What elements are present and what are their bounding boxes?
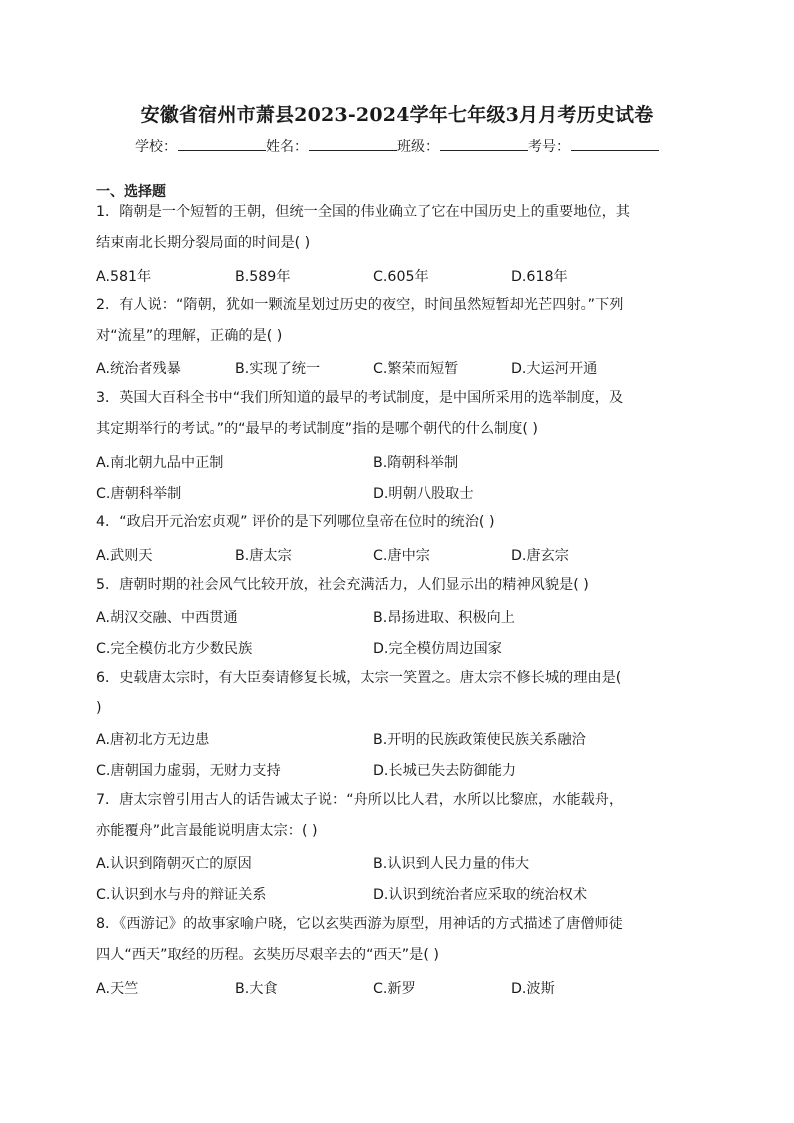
- class-field: [397, 136, 528, 156]
- option-d[interactable]: D.完全模仿周边国家: [373, 641, 502, 657]
- option-b[interactable]: B.隋朝科举制: [373, 455, 459, 471]
- question-3-line-1: 3．英国大百科全书中“我们所知道的最早的考试制度，是中国所采用的选举制度，及: [96, 390, 624, 406]
- question-6-line-2: ): [96, 700, 102, 716]
- exam-title: 安徽省宿州市萧县2023-2024学年七年级3月月考历史试卷: [140, 104, 654, 126]
- school-field: [135, 136, 266, 156]
- question-4-line-1: 4．“政启开元治宏贞观” 评价的是下列哪位皇帝在位时的统治( ): [96, 514, 495, 530]
- option-b[interactable]: B.唐太宗: [235, 548, 292, 564]
- question-3-options-row-1: [96, 452, 716, 474]
- option-c[interactable]: C.新罗: [373, 981, 416, 997]
- question-3-options-row-2: [96, 483, 716, 505]
- name-label: 姓名：: [266, 139, 308, 155]
- option-a[interactable]: A.统治者残暴: [96, 361, 181, 377]
- school-label: 学校：: [135, 139, 177, 155]
- option-c[interactable]: C.唐朝科举制: [96, 486, 182, 502]
- number-field: [528, 136, 659, 156]
- option-b[interactable]: B.开明的民族政策使民族关系融洽: [373, 732, 586, 748]
- option-a[interactable]: A.581年: [96, 269, 152, 285]
- option-b[interactable]: B.大食: [235, 981, 278, 997]
- option-b[interactable]: B.认识到人民力量的伟大: [373, 856, 530, 872]
- number-blank[interactable]: [571, 136, 659, 151]
- question-5-line-1: 5．唐朝时期的社会风气比较开放，社会充满活力，人们显示出的精神风貌是( ): [96, 577, 589, 593]
- student-info-row: [0, 136, 794, 156]
- question-1-options: [96, 266, 716, 288]
- question-7-options-row-1: [96, 853, 716, 875]
- question-2-options: [96, 358, 716, 380]
- question-1-line-1: 1．隋朝是一个短暂的王朝，但统一全国的伟业确立了它在中国历史上的重要地位，其: [96, 204, 630, 220]
- option-c[interactable]: C.繁荣而短暂: [373, 361, 459, 377]
- option-b[interactable]: B.589年: [235, 269, 291, 285]
- option-d[interactable]: D.认识到统治者应采取的统治权术: [373, 887, 588, 903]
- option-c[interactable]: C.605年: [373, 269, 429, 285]
- question-2-line-1: 2．有人说：“隋朝，犹如一颗流星划过历史的夜空，时间虽然短暂却光芒四射。”下列: [96, 297, 624, 313]
- name-blank[interactable]: [309, 136, 397, 151]
- option-d[interactable]: D.618年: [511, 269, 568, 285]
- option-a[interactable]: A.胡汉交融、中西贯通: [96, 610, 238, 626]
- option-c[interactable]: C.唐中宗: [373, 548, 430, 564]
- option-d[interactable]: D.唐玄宗: [511, 548, 569, 564]
- option-c[interactable]: C.完全模仿北方少数民族: [96, 641, 253, 657]
- question-7-line-1: 7．唐太宗曾引用古人的话告诫太子说：“舟所以比人君，水所以比黎庶，水能载舟，: [96, 792, 624, 808]
- question-5-options-row-1: [96, 607, 716, 629]
- option-a[interactable]: A.武则天: [96, 548, 153, 564]
- option-b[interactable]: B.实现了统一: [235, 361, 321, 377]
- question-8-line-2: 四人“西天”取经的历程。玄奘历尽艰辛去的“西天”是( ): [96, 947, 439, 963]
- question-8-options: [96, 978, 716, 1000]
- question-6-options-row-2: [96, 760, 716, 782]
- option-d[interactable]: D.大运河开通: [511, 361, 598, 377]
- option-a[interactable]: A.认识到隋朝灭亡的原因: [96, 856, 252, 872]
- option-a[interactable]: A.天竺: [96, 981, 139, 997]
- question-5-options-row-2: [96, 638, 716, 660]
- option-c[interactable]: C.唐朝国力虚弱，无财力支持: [96, 763, 281, 779]
- class-blank[interactable]: [440, 136, 528, 151]
- option-a[interactable]: A.南北朝九品中正制: [96, 455, 224, 471]
- option-d[interactable]: D.波斯: [511, 981, 555, 997]
- class-label: 班级：: [397, 139, 439, 155]
- question-2-line-2: 对“流星”的理解，正确的是( ): [96, 328, 283, 344]
- question-4-options: [96, 545, 716, 567]
- number-label: 考号：: [528, 139, 570, 155]
- question-6-line-1: 6．史载唐太宗时，有大臣奏请修复长城，太宗一笑置之。唐太宗不修长城的理由是(: [96, 670, 622, 686]
- question-7-line-2: 亦能覆舟”此言最能说明唐太宗：( ): [96, 823, 318, 839]
- option-d[interactable]: D.明朝八股取士: [373, 486, 474, 502]
- question-6-options-row-1: [96, 729, 716, 751]
- question-8-line-1: 8．《西游记》的故事家喻户晓，它以玄奘西游为原型，用神话的方式描述了唐僧师徒: [96, 916, 623, 932]
- name-field: [266, 136, 397, 156]
- question-3-line-2: 其定期举行的考试。”的“最早的考试制度”指的是哪个朝代的什么制度( ): [96, 421, 538, 437]
- option-c[interactable]: C.认识到水与舟的辩证关系: [96, 887, 267, 903]
- option-a[interactable]: A.唐初北方无边患: [96, 732, 210, 748]
- question-1-line-2: 结束南北长期分裂局面的时间是( ): [96, 235, 311, 251]
- section-heading: 一、选择题: [96, 184, 166, 200]
- question-7-options-row-2: [96, 884, 716, 906]
- school-blank[interactable]: [178, 136, 266, 151]
- option-d[interactable]: D.长城已失去防御能力: [373, 763, 517, 779]
- option-b[interactable]: B.昂扬进取、积极向上: [373, 610, 515, 626]
